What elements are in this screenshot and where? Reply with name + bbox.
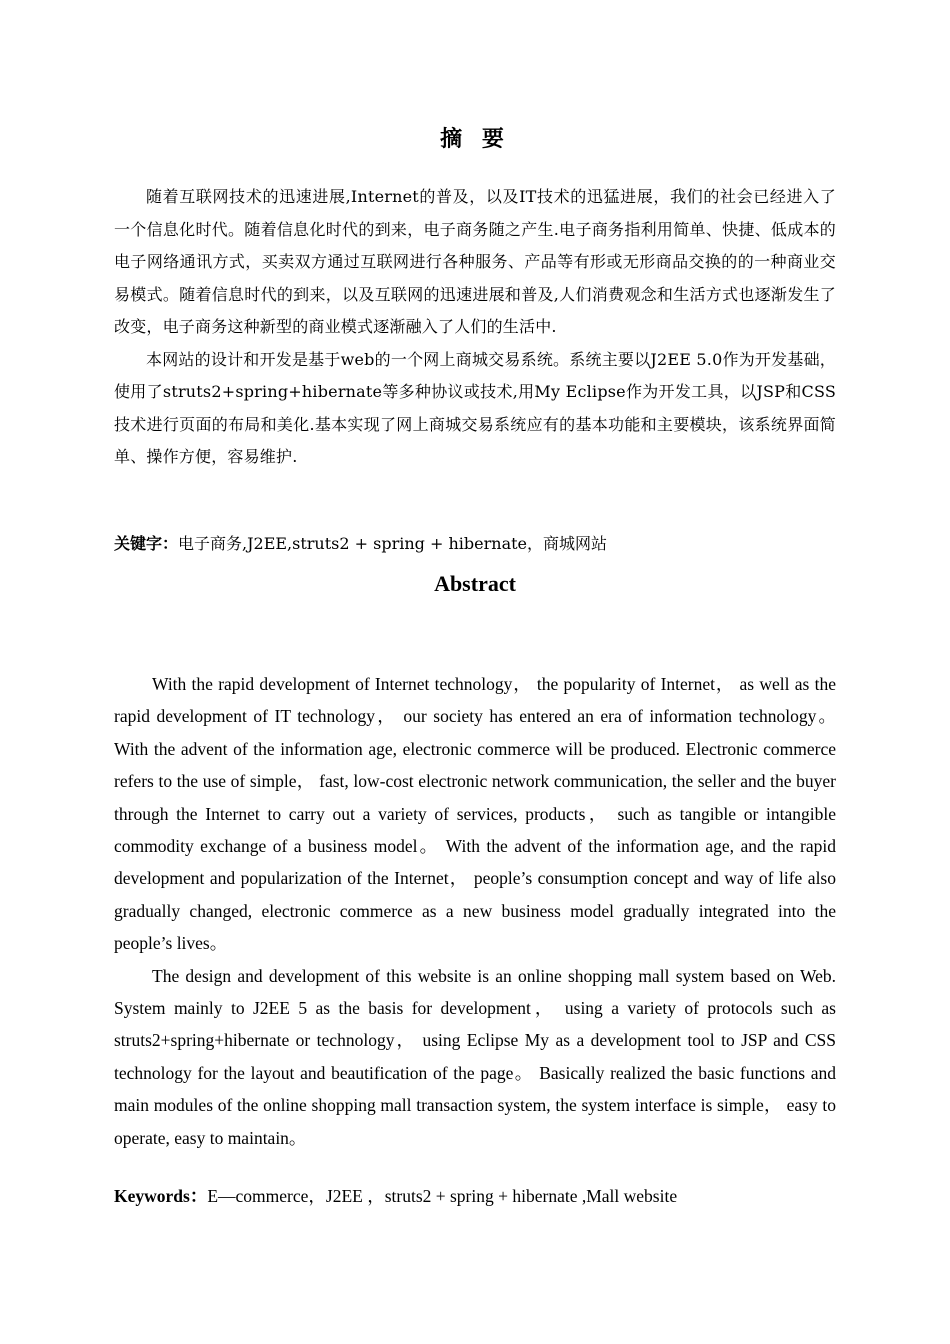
chinese-abstract-body	[114, 181, 836, 474]
chinese-abstract-paragraph-1: 随着互联网技术的迅速进展,Internet的普及，以及IT技术的迅猛进展，我们的社会已经进入了一个信息化时代。随着信息化时代的到来，电子商务随之产生.电子商务指利用简单、快捷、低成本的电子网络通讯方式，买卖双方通过互联网进行各种服务、产品等有形或无形商品交换的的一种商业交易模式。随着信息时代的到来，以及互联网的迅速进展和普及,人们消费观念和生活方式也逐渐发生了改变，电子商务这种新型的商业模式逐渐融入了人们的生活中.	[114, 187, 836, 336]
english-abstract-body	[114, 668, 836, 1154]
chinese-abstract-paragraph-2: 本网站的设计和开发是基于web的一个网上商城交易系统。系统主要以J2EE 5.0作为开发基础，使用了struts2+spring+hibernate等多种协议或技术,用My Eclipse作为开发工具，以JSP和CSS技术进行页面的布局和美化.基本实现了网上商城交易系统应有的基本功能和主要模块，该系统界面简单、操作方便，容易维护.	[114, 349, 836, 466]
english-abstract-paragraph-1: With the rapid development of Internet technology， the popularity of Internet， as well as the rapid development of IT technology， our society has entered an era of information technology。 With the advent of the information age, electronic commerce will be produced. Electronic commerce refers to the use of simple， fast, low-cost electronic network communication, the seller and the buyer through the Internet to carry out a variety of services, products， such as tangible or intangible commodity exchange of a business model。 With the advent of the information age, and the rapid development and popularization of the Internet， people’s consumption concept and way of life also gradually changed, electronic commerce as a new business model gradually integrated into the people’s lives。	[114, 674, 836, 954]
english-keywords-text: E—commerce，J2EE ，struts2 + spring + hibernate ,Mall website	[207, 1186, 678, 1206]
chinese-keywords-line	[114, 528, 836, 560]
english-keywords-line	[114, 1180, 836, 1212]
english-keywords-label: Keywords：	[114, 1186, 208, 1206]
chinese-keywords-label: 关键字：	[114, 534, 179, 553]
english-abstract-paragraph-2: The design and development of this website is an online shopping mall system based on Web. System mainly to J2EE 5 as the basis for development， using a variety of protocols such as struts2+spring+hibernate or technology， using Eclipse My as a development tool to JSP and CSS technology for the layout and beautification of the page。 Basically realized the basic functions and main modules of the online shopping mall transaction system, the system interface is simple， easy to operate, easy to maintain。	[114, 965, 836, 1148]
english-abstract-title: Abstract	[434, 571, 516, 596]
chinese-abstract-title: 摘 要	[440, 127, 510, 152]
chinese-keywords-text: 电子商务,J2EE,struts2 + spring + hibernate，商城网站	[178, 534, 608, 553]
